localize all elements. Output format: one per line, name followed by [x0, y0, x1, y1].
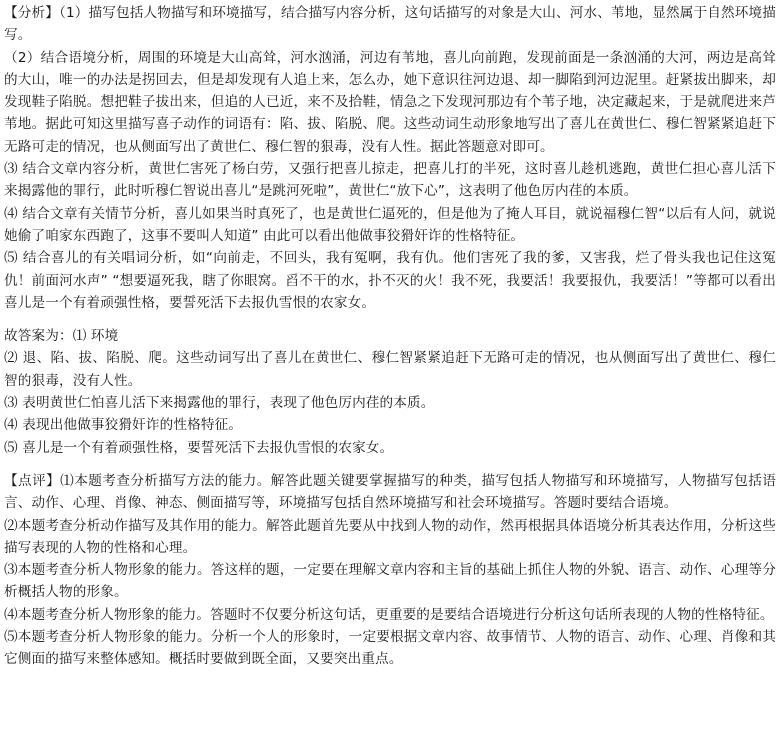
section-gap: [4, 314, 776, 325]
comment-paragraph-4: ⑷本题考查分析人物形象的能力。答题时不仅要分析这句话，更重要的是要结合语境进行分析这句话所表现的人物的性格特征。: [4, 606, 774, 623]
analysis-paragraph-1: 【分析】（1）描写包括人物描写和环境描写，结合描写内容分析，这句话描写的对象是大山、河水、苇地，显然属于自然环境描写。: [4, 5, 776, 44]
section-gap: [4, 459, 776, 470]
answer-line-3: ⑶ 表明黄世仁怕喜儿活下来揭露他的罪行，表现了他色厉内荏的本质。: [4, 395, 435, 412]
answer-line-5: ⑸ 喜儿是一个有着顽强性格，要誓死活下去报仇雪恨的农家女。: [4, 439, 394, 456]
answer-section: [4, 325, 776, 459]
comment-section: [4, 470, 776, 671]
comment-paragraph-5: ⑸本题考查分析人物形象的能力。分析一个人的形象时，一定要根据文章内容、故事情节、人物的语言、动作、心理、肖像和其它侧面的描写来整体感知。概括时要做到既全面，又要突出重点。: [4, 629, 776, 668]
analysis-section: [4, 2, 776, 314]
answer-line-2: ⑵ 退、陷、拔、陷脱、爬。这些动词写出了喜儿在黄世仁、穆仁智紧紧追赶下无路可走的情况，也从侧面写出了黄世仁、穆仁智的狠毒，没有人性。: [4, 350, 776, 389]
analysis-paragraph-2: （2）结合语境分析，周围的环境是大山高耸，河水汹涌，河边有苇地，喜儿向前跑，发现前面是一条汹涌的大河，两边是高耸的大山，唯一的办法是拐回去，但是却发现有人追上来，怎么办，她下意识往河边退、却一脚陷到河边泥里。赶紧拔出脚来，却发现鞋子陷脱。想把鞋子拔出来，但追的人已近，来不及拾鞋，情急之下发现河那边有个苇子地，决定藏起来，于是就爬进来芦苇地。据此可知这里描写喜子动作的词语有：陷、拔、陷脱、爬。这些动词生动形象地写出了喜儿在黄世仁、穆仁智紧紧追赶下无路可走的情况，也从侧面写出了黄世仁、穆仁智的狠毒，没有人性。据此答题意对即可。: [4, 49, 776, 155]
answer-line-4: ⑷ 表现出他做事狡猾奸诈的性格特征。: [4, 417, 243, 434]
comment-paragraph-2: ⑵本题考查分析动作描写及其作用的能力。解答此题首先要从中找到人物的动作，然再根据具体语境分析其表达作用，分析这些描写表现的人物的性格和心理。: [4, 517, 776, 556]
analysis-paragraph-5: ⑸ 结合喜儿的有关唱词分析，如“向前走，不回头，我有冤啊，我有仇。他们害死了我的爹，又害我，烂了骨头我也记住这冤仇！前面河水声” “想要逼死我，瞎了你眼窝。舀不干的水，扑不灭的火！我不死，我要活！我要报仇，我要活！”等都可以看出喜儿是一个有着顽强性格，要誓死活下去报仇雪恨的农家女。: [4, 250, 776, 311]
comment-paragraph-3: ⑶本题考查分析人物形象的能力。答这样的题，一定要在理解文章内容和主旨的基础上抓住人物的外貌、语言、动作、心理等分析概括人物的形象。: [4, 562, 776, 601]
comment-paragraph-1: 【点评】⑴本题考查分析描写方法的能力。解答此题关键要掌握描写的种类，描写包括人物描写和环境描写，人物描写包括语言、动作、心理、肖像、神态、侧面描写等，环境描写包括自然环境描写和社会环境描写。答题时要结合语境。: [4, 472, 776, 512]
analysis-paragraph-3: ⑶ 结合文章内容分析，黄世仁害死了杨白劳，又强行把喜儿掠走，把喜儿打的半死，这时喜儿趁机逃跑，黄世仁担心喜儿活下来揭露他的罪行，此时听穆仁智说出喜儿“是跳河死啦”，黄世仁“放下心”，这表明了他色厉内荏的本质。: [4, 161, 776, 200]
analysis-paragraph-4: ⑷ 结合文章有关情节分析，喜儿如果当时真死了，也是黄世仁逼死的，但是他为了掩人耳目，就说福穆仁智“以后有人问，就说她偷了咱家东西跑了，这事不要叫人知道” 由此可以看出他做事狡猾奸诈的性格特征。: [4, 205, 776, 244]
answer-line-1: 故答案为：⑴ 环境: [4, 328, 119, 345]
